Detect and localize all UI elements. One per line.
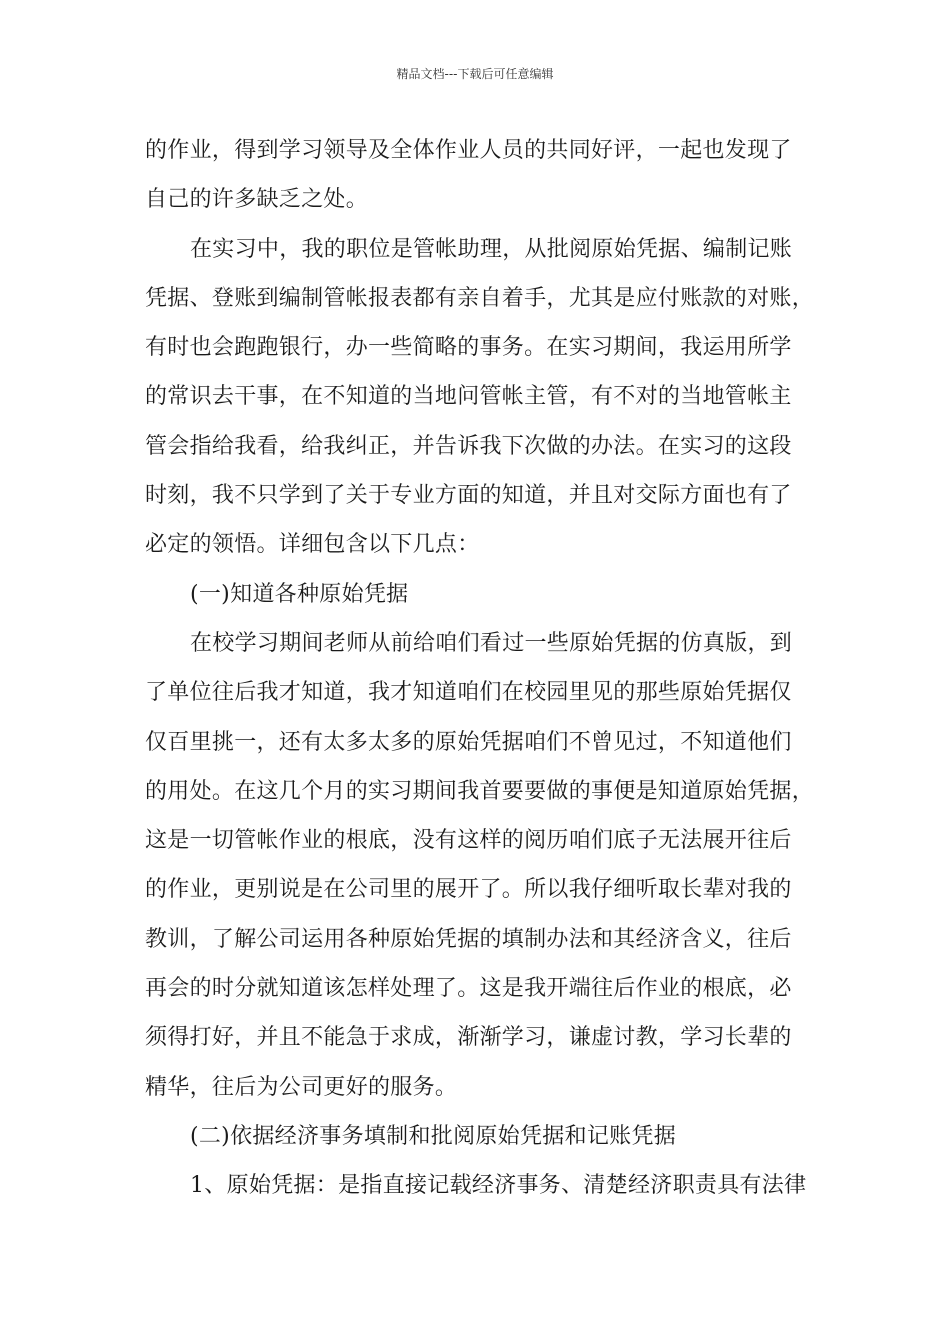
text-line: 有时也会跑跑银行，办一些简略的事务。在实习期间，我运用所学: [145, 335, 792, 361]
section-heading: (二)依据经济事务填制和批阅原始凭据和记账凭据: [190, 1123, 677, 1149]
text-line: 的用处。在这几个月的实习期间我首要要做的事便是知道原始凭据，: [145, 778, 815, 804]
text-line: 的作业，得到学习领导及全体作业人员的共同好评，一起也发现了: [145, 138, 792, 163]
text-line: 在校学习期间老师从前给咱们看过一些原始凭据的仿真版，到: [190, 630, 793, 656]
text-line: 在实习中，我的职位是管帐助理，从批阅原始凭据、编制记账: [190, 236, 793, 262]
text-line: 的作业，更别说是在公司里的展开了。所以我仔细听取长辈对我的: [145, 877, 792, 903]
text-line: 必定的领悟。详细包含以下几点：: [145, 532, 480, 558]
text-line: 了单位往后我才知道，我才知道咱们在校园里见的那些原始凭据仅: [145, 680, 792, 706]
text-line: 仅百里挑一，还有太多太多的原始凭据咱们不曾见过，不知道他们: [145, 729, 792, 755]
text-line: 1、原始凭据：是指直接记载经济事务、清楚经济职责具有法律: [190, 1173, 807, 1199]
text-line: 的常识去干事，在不知道的当地问管帐主管，有不对的当地管帐主: [145, 384, 792, 410]
text-line: 教训，了解公司运用各种原始凭据的填制办法和其经济含义，往后: [145, 926, 792, 952]
text-line: 凭据、登账到编制管帐报表都有亲自着手，尤其是应付账款的对账，: [145, 285, 815, 311]
text-line: 时刻，我不只学到了关于专业方面的知道，并且对交际方面也有了: [145, 483, 792, 509]
page-header: 精品文档---下载后可任意编辑: [396, 67, 554, 81]
text-line: 精华，往后为公司更好的服务。: [145, 1074, 458, 1100]
section-heading: (一)知道各种原始凭据: [190, 581, 409, 607]
text-line: 自己的许多缺乏之处。: [145, 187, 369, 213]
text-line: 管会指给我看，给我纠正，并告诉我下次做的办法。在实习的这段: [145, 433, 792, 459]
text-line: 须得打好，并且不能急于求成，渐渐学习，谦虚讨教，学习长辈的: [145, 1025, 792, 1051]
text-line: 再会的时分就知道该怎样处理了。这是我开端往后作业的根底，必: [145, 976, 792, 1002]
text-line: 这是一切管帐作业的根底，没有这样的阅历咱们底子无法展开往后: [145, 828, 792, 854]
document-body: [145, 126, 815, 1211]
